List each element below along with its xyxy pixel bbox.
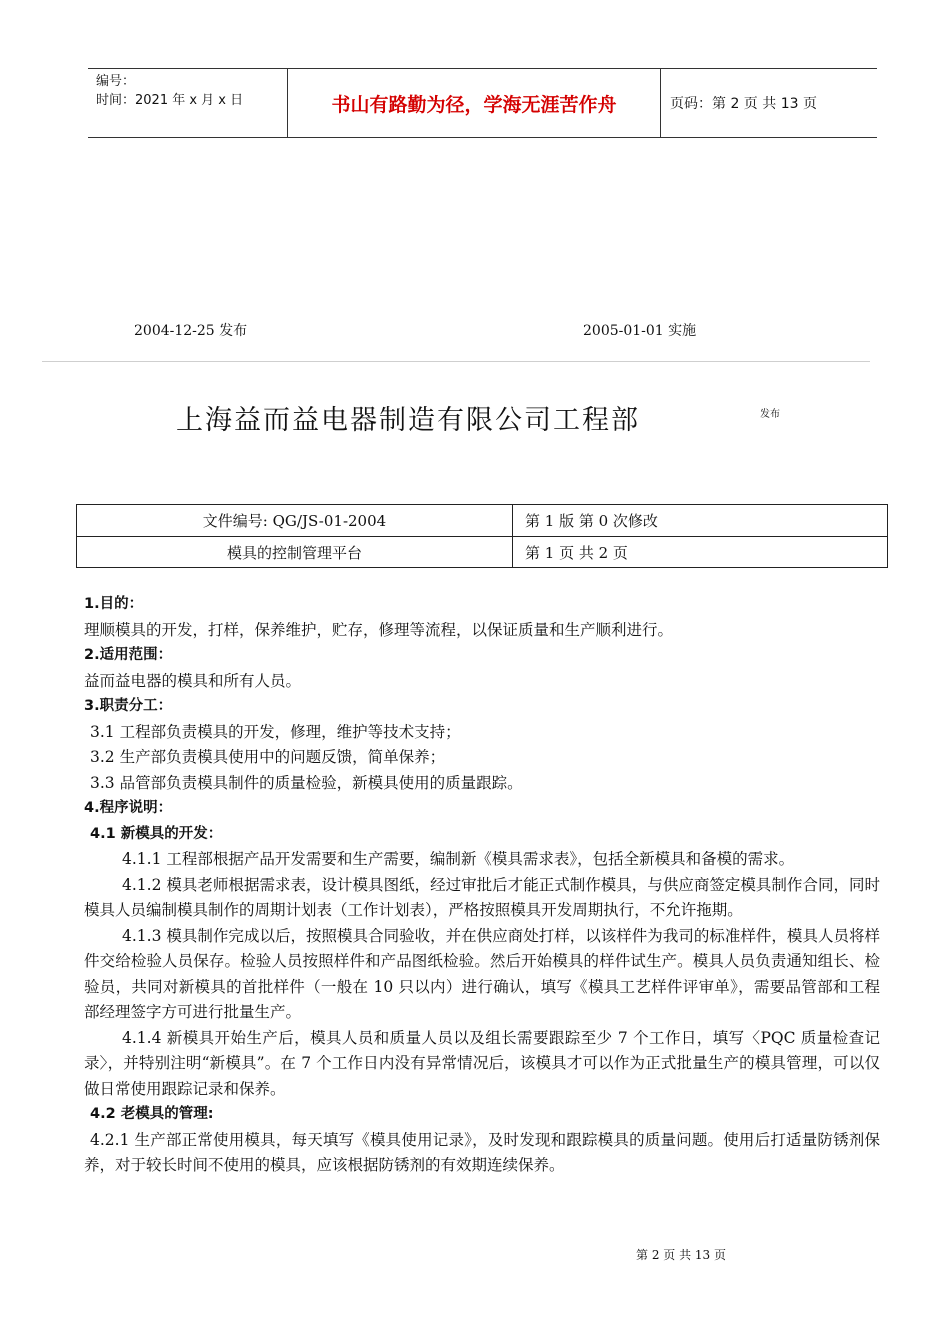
company-title: 上海益而益电器制造有限公司工程部 xyxy=(176,405,640,436)
effective-date: 2005-01-01 实施 xyxy=(583,323,697,339)
paragraph: 4.1.4 新模具开始生产后，模具人员和质量人员以及组长需要跟踪至少 7 个工作日，填写〈PQC 质量检查记录〉，并特别注明“新模具”。在 7 个工作日内没有异常情况后，该模具才可以作为正式批量生产的模具管理，可以仅做日常使用跟踪记录和保养。 xyxy=(84,1028,880,1098)
company-title-suffix: 发布 xyxy=(760,409,780,420)
time-label: 时间：2021 年 x 月 x 日 xyxy=(96,93,244,108)
paragraph: 4.1.2 模具老师根据需求表，设计模具图纸，经过审批后才能正式制作模具，与供应商签定模具制作合同，同时模具人员编制模具制作的周期计划表（工作计划表），严格按照模具开发周期执行，不允许拖期。 xyxy=(84,875,880,919)
paragraph: 益而益电器的模具和所有人员。 xyxy=(84,671,302,690)
paragraph: 3.1 工程部负责模具的开发，修理，维护等技术支持； xyxy=(90,722,461,741)
publish-date: 2004-12-25 发布 xyxy=(134,323,248,339)
subsection-heading: 4.1 新模具的开发： xyxy=(90,825,223,842)
paragraph: 4.1.1 工程部根据产品开发需要和生产需要，编制新《模具需求表》，包括全新模具和备模的需求。 xyxy=(122,850,795,868)
header-motto: 书山有路勤为径，学海无涯苦作舟 xyxy=(287,69,661,137)
document-title: 模具的控制管理平台 xyxy=(77,537,513,568)
section-heading: 3.职责分工： xyxy=(84,698,173,714)
section-heading: 4.程序说明： xyxy=(84,800,173,816)
paragraph: 4.2.1 生产部正常使用模具，每天填写《模具使用记录》，及时发现和跟踪模具的质量问题。使用后打适量防锈剂保养，对于较长时间不使用的模具，应该根据防锈剂的有效期连续保养。 xyxy=(84,1130,880,1174)
version-info: 第 1 版 第 0 次修改 xyxy=(525,512,658,530)
code-label: 编号： xyxy=(96,74,136,89)
document-pages: 第 1 页 共 2 页 xyxy=(525,544,628,562)
header-page-number: 页码：第 2 页 共 13 页 xyxy=(670,96,817,112)
paragraph: 3.2 生产部负责模具使用中的问题反馈，简单保养； xyxy=(90,748,446,766)
document-info-table xyxy=(76,504,888,568)
page-footer: 第 2 页 共 13 页 xyxy=(636,1248,726,1262)
subsection-heading: 4.2 老模具的管理: xyxy=(90,1106,214,1122)
table-row xyxy=(77,505,887,537)
file-number: 文件编号: QG/JS-01-2004 xyxy=(77,505,513,536)
table-row xyxy=(77,537,887,568)
header-meta xyxy=(88,69,287,137)
page-header xyxy=(88,68,877,138)
section-heading: 1.目的： xyxy=(84,596,144,612)
paragraph: 理顺模具的开发，打样，保养维护，贮存，修理等流程，以保证质量和生产顺利进行。 xyxy=(84,620,674,639)
divider xyxy=(42,361,870,362)
paragraph: 3.3 品管部负责模具制件的质量检验，新模具使用的质量跟踪。 xyxy=(90,773,523,792)
document-body xyxy=(84,592,880,1179)
section-heading: 2.适用范围： xyxy=(84,647,173,663)
paragraph: 4.1.3 模具制作完成以后，按照模具合同验收，并在供应商处打样，以该样件为我司的标准样件，模具人员将样件交给检验人员保存。检验人员按照样件和产品图纸检验。然后开始模具的样件试生产。模具人员负责通知组长、检验员，共同对新模具的首批样件（一般在 10 只以内）进行确认，填写《模具工艺样件评审单》，需要品管部和工程部经理签字方可进行批量生产。 xyxy=(84,926,880,1021)
